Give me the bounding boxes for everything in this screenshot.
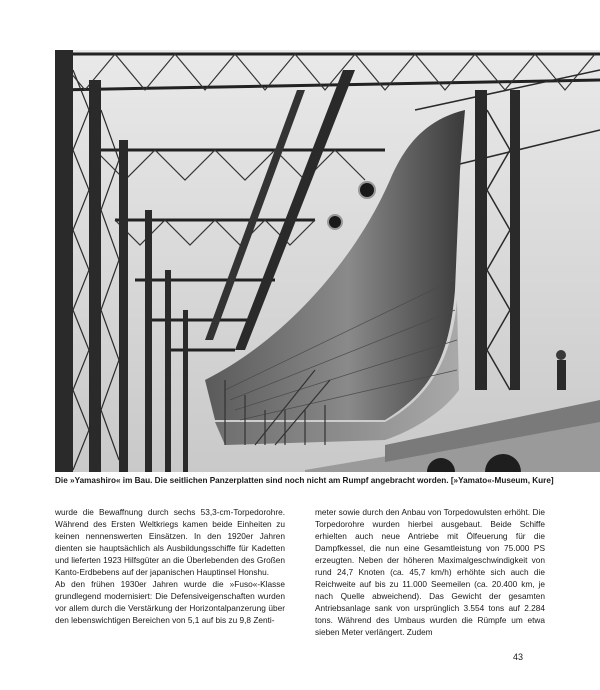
page-number: 43 bbox=[513, 652, 524, 662]
ship-photo bbox=[55, 50, 600, 472]
paragraph: wurde die Bewaffnung durch sechs 53,3-cm-Torpedorohre. Während des Ersten Weltkriegs kamen beide Einheiten zu keinen nennenswerten Einsätzen. In den 1920er Jahren dienten sie hauptsächlich als Ausbildungsschiffe für Kadetten und lieferten 1923 Hilfsgüter an die Überlebenden des Großen Kanto-Erdbebens auf der japanischen Hauptinsel Honshu. bbox=[55, 507, 285, 578]
text-column-left bbox=[55, 506, 285, 626]
paragraph: Ab den frühen 1930er Jahren wurde die »Fuso«-Klasse grundlegend modernisiert: Die Defensiveigenschaften wurden vor allem durch die Verstärkung der Horizontalpanzerung über den lebenswichtigen Bereichen von 5,1 auf bis zu 9,8 Zenti- bbox=[55, 579, 285, 626]
ship-photo-graphic bbox=[55, 50, 600, 472]
figure-caption: Die »Yamashiro« im Bau. Die seitlichen Panzerplatten sind noch nicht am Rumpf angebracht worden. [»Yamato«-Museum, Kure] bbox=[55, 476, 554, 485]
paragraph: meter sowie durch den Anbau von Torpedowulsten erhöht. Die Torpedorohre wurden hierbei ausgebaut. Beide Schiffe erhielten auch neue Antriebe mit Ölfeuerung für die Dampfkessel, die nun eine Gesamtleistung von 75.000 PS erzeugten. Neben der höheren Maximalgeschwindigkeit von rund 24,7 Knoten (ca. 45,7 km/h) erhöhte sich auch die Reichweite auf bis zu 11.000 Seemeilen (ca. 20.400 km, je nach Quelle abweichend). Das Gewicht der gesamten Antriebsanlage sank von ursprünglich 3.554 tons auf 2.284 tons. Während des Umbaus wurden die Rümpfe um etwa sieben Meter verlängert. Zudem bbox=[315, 507, 545, 638]
text-column-right bbox=[315, 506, 545, 639]
